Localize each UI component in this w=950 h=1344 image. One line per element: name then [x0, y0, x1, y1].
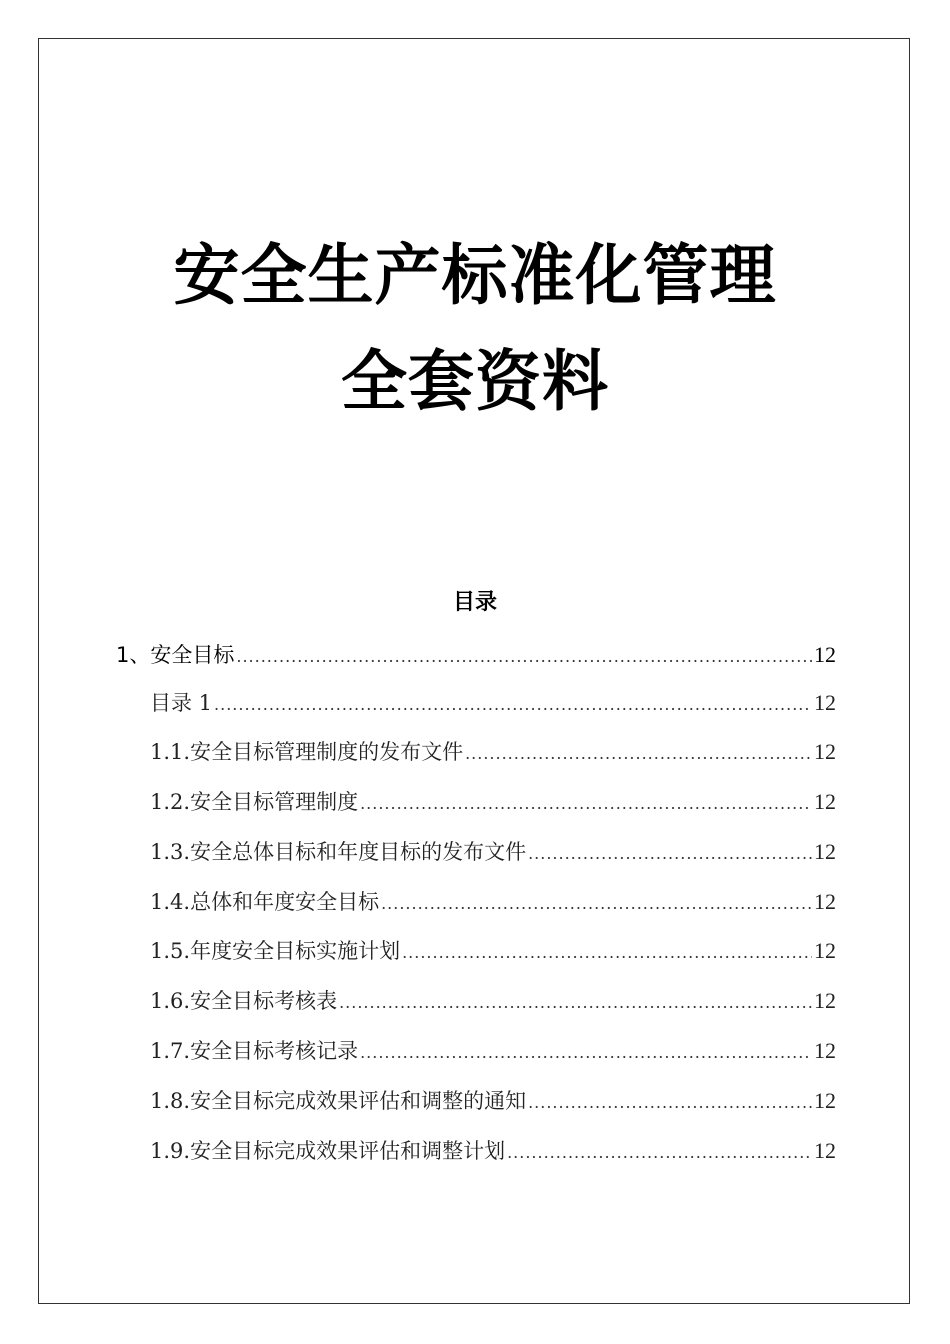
toc-entry-title: 1.7.安全目标考核记录	[150, 1039, 359, 1063]
toc-entry[interactable]	[150, 785, 836, 819]
toc-dot-leader	[360, 1036, 812, 1070]
toc-page-number: 12	[814, 690, 836, 715]
toc-entry-title: 1.5.年度安全目标实施计划	[150, 939, 401, 963]
toc-dot-leader	[214, 688, 812, 722]
toc-entry-title: 1.3.安全总体目标和年度目标的发布文件	[150, 840, 527, 864]
toc-entry[interactable]	[116, 638, 836, 672]
toc-page-number: 12	[814, 1088, 836, 1113]
toc-dot-leader	[339, 986, 812, 1020]
toc-entry[interactable]	[150, 686, 836, 720]
toc-page-number: 12	[814, 988, 836, 1013]
toc-page-number: 12	[814, 1138, 836, 1163]
toc-dot-leader	[402, 936, 812, 970]
toc-entry-title: 目录 1	[150, 691, 213, 715]
toc-page-number: 12	[814, 938, 836, 963]
document-title-line-2: 全套资料	[341, 343, 609, 420]
toc-entry[interactable]	[150, 835, 836, 869]
toc-page-number: 12	[814, 789, 836, 814]
toc-heading: 目录	[452, 590, 497, 615]
toc-entry[interactable]	[150, 885, 836, 919]
toc-entry-title: 1.4.总体和年度安全目标	[150, 890, 380, 914]
toc-page-number: 12	[814, 1038, 836, 1063]
toc-entry[interactable]	[150, 1034, 836, 1068]
toc-entry-title: 1.8.安全目标完成效果评估和调整的通知	[150, 1089, 527, 1113]
toc-dot-leader	[528, 837, 812, 871]
toc-page-number: 12	[814, 739, 836, 764]
toc-page-number: 12	[814, 642, 836, 667]
toc-dot-leader	[507, 1136, 812, 1170]
toc-entry[interactable]	[150, 934, 836, 968]
toc-entry-title: 1.1.安全目标管理制度的发布文件	[150, 740, 464, 764]
toc-entry[interactable]	[150, 735, 836, 769]
document-title-line-1: 安全生产标准化管理	[173, 237, 777, 314]
toc-entry-title: 1、安全目标	[116, 643, 235, 667]
toc-entry[interactable]	[150, 984, 836, 1018]
toc-page-number: 12	[814, 839, 836, 864]
toc-dot-leader	[236, 640, 812, 674]
toc-page-number: 12	[814, 889, 836, 914]
toc-entry[interactable]	[150, 1084, 836, 1118]
toc-dot-leader	[381, 887, 812, 921]
toc-entry[interactable]	[150, 1134, 836, 1168]
toc-dot-leader	[528, 1086, 812, 1120]
toc-entry-title: 1.9.安全目标完成效果评估和调整计划	[150, 1139, 506, 1163]
toc-dot-leader	[465, 737, 812, 771]
toc-entry-title: 1.2.安全目标管理制度	[150, 790, 359, 814]
toc-dot-leader	[360, 787, 812, 821]
toc-entry-title: 1.6.安全目标考核表	[150, 989, 338, 1013]
